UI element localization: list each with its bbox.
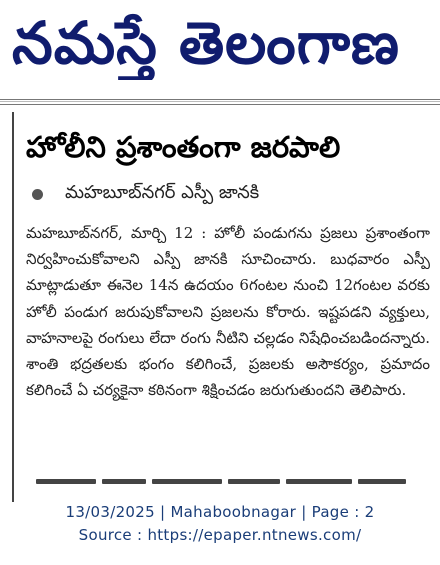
cropped-next-line xyxy=(36,476,430,484)
article-headline: హోలీని ప్రశాంతంగా జరపాలి xyxy=(26,130,341,164)
article-body: మహబూబ్‌నగర్, మార్చి 12 : హోలీ పండుగను ప్రజలు ప్రశాంతంగా నిర్వహించుకోవాలని ఎస్పీ జానకి సూచించారు. బుధవారం ఎస్పీ మాట్లాడుతూ ఈనెల 14న ఉదయం 6గంటల నుంచి 12గంటల వరకు హోలీ పండుగ జరుపుకోవాలని ప్రజలను కోరారు. ఇష్టపడని వ్యక్తులు, వాహనాలపై రంగులు లేదా రంగు నీటిని చల్లడం నిషేధించబడిందన్నారు. శాంతి భద్రతలకు భంగం కలిగించే, ప్రజలకు అసౌకర్యం, ప్రమాదం కలిగించే ఏ చర్యకైనా కఠినంగా శిక్షించడం జరుగుతుందని తెలిపారు. xyxy=(26,224,430,400)
footer-date-line: 13/03/2025 | Mahaboobnagar | Page : 2 xyxy=(65,503,375,521)
byline-row xyxy=(26,178,430,210)
article-left-border xyxy=(12,112,14,502)
masthead-divider xyxy=(0,99,440,105)
article-byline: మహబూబ్‌నగర్ ఎస్పీ జానకి xyxy=(65,181,260,203)
bullet-icon xyxy=(32,189,43,200)
footer-source-line[interactable]: Source : https://epaper.ntnews.com/ xyxy=(78,526,362,544)
newspaper-masthead: నమస్తే తెలంగాణ xyxy=(12,9,400,77)
